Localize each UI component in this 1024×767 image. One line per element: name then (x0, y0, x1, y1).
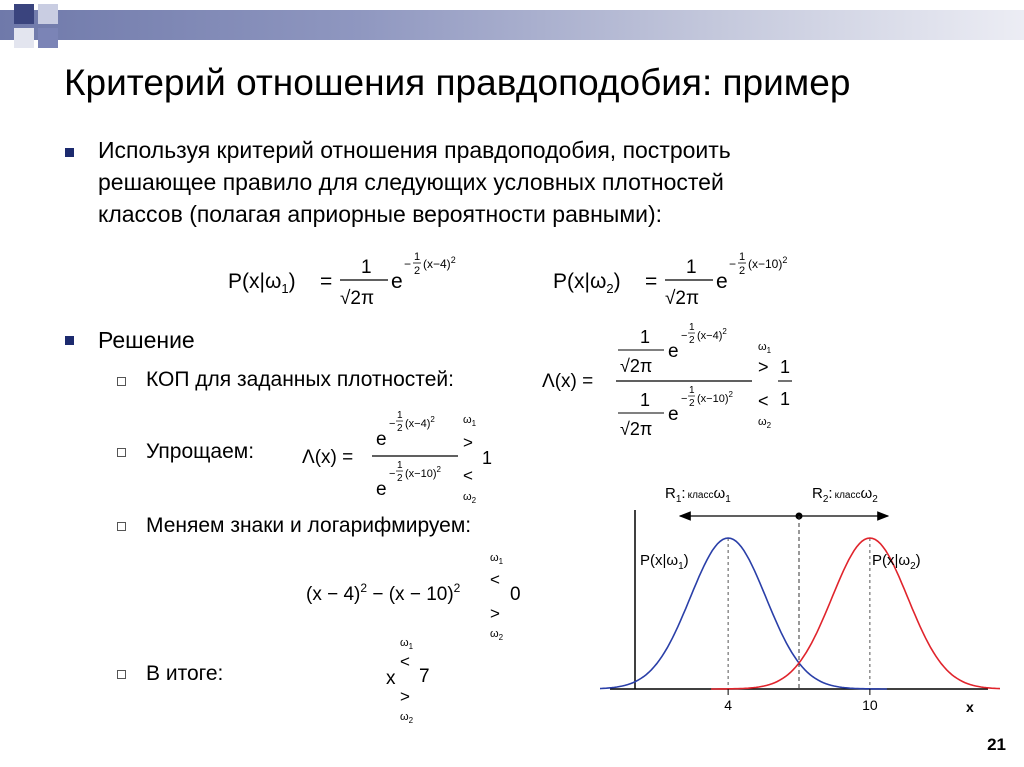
formula-exp-minus: − (681, 330, 688, 342)
bullet-square-icon (65, 148, 74, 157)
omega2-label: $\omega_2$ (758, 416, 772, 430)
curve-label-w1: $P(x|\omega_1)$ (640, 552, 689, 572)
fraction-one: 1 (780, 357, 791, 377)
formula-simplified (300, 403, 500, 505)
formula-e: e (716, 270, 728, 293)
formula-e: e (391, 270, 403, 293)
solution-step: КОП для заданных плотностей: (146, 368, 454, 391)
formula-e: e (376, 429, 387, 450)
formula-e: e (376, 479, 387, 500)
formula-exp-body: $(x-10)^2$ (697, 390, 733, 405)
less-sign: < (400, 652, 410, 671)
fraction-one: 1 (482, 448, 493, 468)
page-number: 21 (987, 735, 1006, 754)
formula-exp-minus: − (389, 468, 396, 480)
formula-exp-body: $(x-10)^2$ (748, 255, 788, 271)
bullet-square-icon (65, 336, 74, 345)
formula-exp-half-den: 2 (739, 265, 746, 277)
formula-result (382, 630, 452, 730)
greater-sign: > (400, 687, 410, 706)
formula-numerator: 1 (686, 257, 697, 278)
formula-density-w2 (553, 246, 823, 312)
less-sign: < (490, 570, 500, 589)
formula-exp-body: $(x-4)^2$ (423, 255, 456, 271)
slide-title: Критерий отношения правдоподобия: пример (64, 62, 851, 103)
formula-sqrt: √2π (620, 419, 653, 439)
formula-e: e (668, 341, 679, 362)
formula-exp-minus: − (681, 393, 688, 405)
fraction-one: 1 (780, 389, 791, 409)
tick-label-4: 4 (724, 697, 733, 713)
task-line: классов (полагая априорные вероятности равными): (98, 201, 663, 227)
header-decoration-square (38, 4, 58, 24)
formula-zero: 0 (510, 584, 521, 605)
region-label-r1: $R_1$: классω$_1$ (665, 485, 731, 505)
formula-exp-body: $(x-10)^2$ (405, 465, 441, 480)
result-x: x (386, 668, 396, 689)
formula-numerator: 1 (640, 327, 651, 347)
greater-sign: > (463, 433, 473, 452)
formula-exp-half-num: 1 (689, 322, 695, 333)
formula-lambda: Λ(x) = (542, 371, 594, 392)
formula-exp-minus: − (729, 257, 737, 271)
omega1-label: $\omega_1$ (490, 552, 504, 566)
formula-e: e (668, 404, 679, 425)
header-decoration-square (38, 28, 58, 48)
formula-lambda: Λ(x) = (302, 447, 354, 468)
formula-lhs: $P(x|\omega_2)$ (553, 270, 621, 296)
formula-exp-half-num: 1 (397, 460, 403, 471)
omega1-label: $\omega_1$ (400, 637, 414, 651)
formula-log-expression: $(x - 4)^2 - (x - 10)^2$ (306, 581, 461, 605)
formula-denominator: √2π (665, 288, 700, 309)
formula-lhs: $P(x|\omega_1)$ (228, 270, 296, 296)
sub-bullet-square-icon (117, 670, 126, 679)
task-text (98, 134, 731, 230)
formula-exp-half-den: 2 (689, 335, 695, 346)
sub-bullet-square-icon (117, 377, 126, 386)
solution-step: В итоге: (146, 662, 224, 685)
formula-density-w1 (228, 246, 488, 312)
omega1-label: $\omega_1$ (463, 414, 477, 428)
omega2-label: $\omega_2$ (400, 711, 414, 725)
curve-p-w2 (711, 538, 1000, 689)
formula-equals: = (645, 270, 658, 293)
less-sign: < (758, 391, 769, 411)
formula-exp-body: $(x-4)^2$ (697, 327, 727, 342)
omega1-label: $\omega_1$ (758, 341, 772, 355)
x-axis-label: x (966, 699, 974, 715)
formula-exp-half-num: 1 (739, 251, 746, 263)
formula-exp-minus: − (404, 257, 412, 271)
header-decoration-bar (0, 10, 1024, 40)
greater-sign: > (758, 357, 769, 377)
tick-label-10: 10 (862, 697, 878, 713)
solution-step: Упрощаем: (146, 440, 255, 463)
header-decoration-square (14, 4, 34, 24)
formula-numerator: 1 (361, 257, 372, 278)
omega2-label: $\omega_2$ (463, 491, 477, 505)
curve-label-w2: $P(x|\omega_2)$ (872, 552, 921, 572)
formula-exp-half-den: 2 (397, 473, 403, 484)
solution-heading: Решение (98, 327, 195, 353)
task-line: Используя критерий отношения правдоподобия, построить (98, 137, 731, 163)
formula-sqrt: √2π (620, 356, 653, 376)
solution-step: Меняем знаки и логарифмируем: (146, 514, 472, 537)
result-seven: 7 (419, 666, 430, 687)
sub-bullet-square-icon (117, 448, 126, 457)
formula-numerator: 1 (640, 390, 651, 410)
formula-exp-minus: − (389, 418, 396, 430)
header-decoration-square (14, 28, 34, 48)
omega2-label: $\omega_2$ (490, 628, 504, 642)
formula-exp-half-num: 1 (414, 251, 421, 263)
region-label-r2: $R_2$: классω$_2$ (812, 485, 878, 505)
formula-exp-half-num: 1 (689, 385, 695, 396)
formula-exp-half-den: 2 (397, 423, 403, 434)
formula-exp-body: $(x-4)^2$ (405, 415, 435, 430)
sub-bullet-square-icon (117, 522, 126, 531)
density-chart (600, 470, 1000, 720)
formula-equals: = (320, 270, 333, 293)
less-sign: < (463, 466, 473, 485)
greater-sign: > (490, 604, 500, 623)
formula-exp-half-den: 2 (689, 398, 695, 409)
task-line: решающее правило для следующих условных плотностей (98, 169, 724, 195)
formula-exp-half-num: 1 (397, 410, 403, 421)
formula-likelihood-ratio (540, 315, 800, 450)
formula-exp-half-den: 2 (414, 265, 421, 277)
formula-denominator: √2π (340, 288, 375, 309)
